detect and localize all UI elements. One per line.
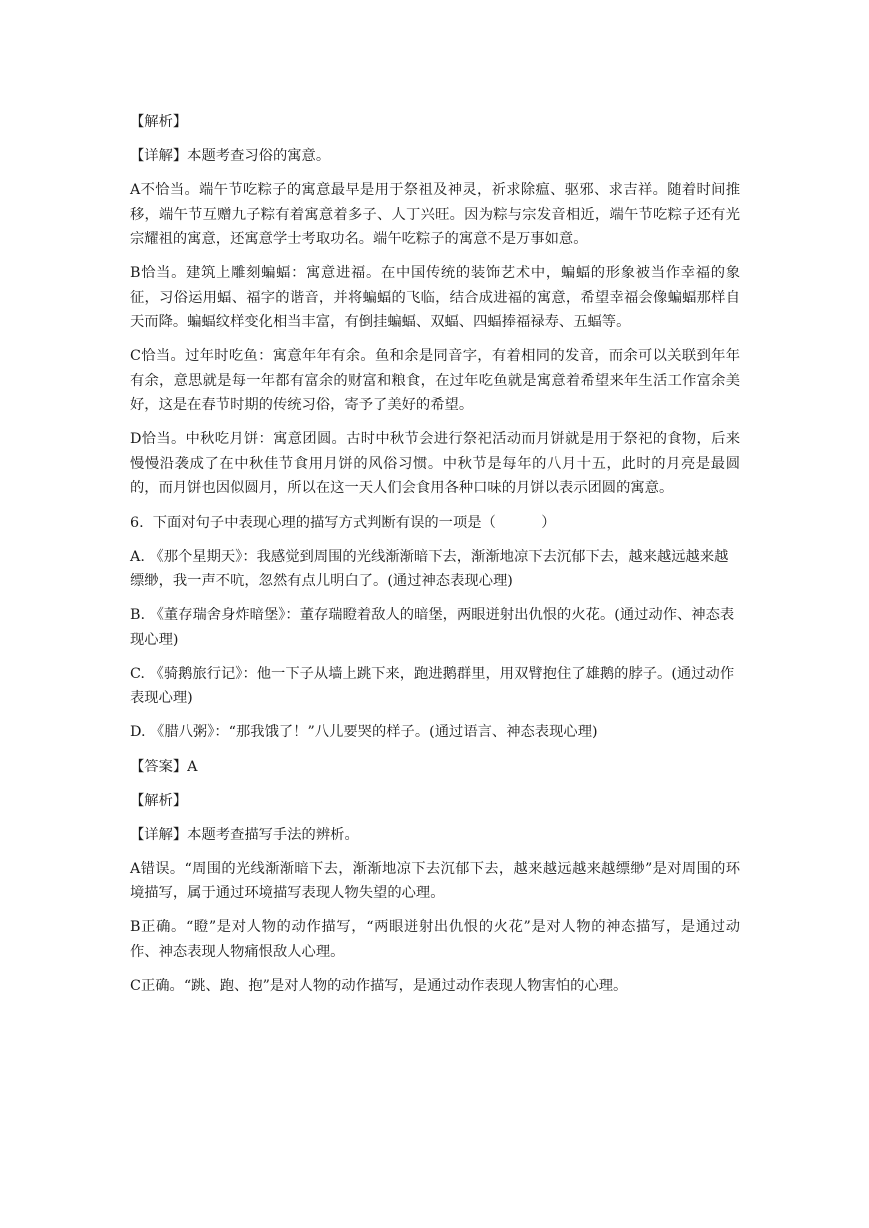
explanation-option-a: A不恰当。端午节吃粽子的寓意最早是用于祭祖及神灵，祈求除瘟、驱邪、求吉祥。随着时间推移，端午节互赠九子粽有着寓意着多子、人丁兴旺。因为粽与宗发音相近，端午节吃粽子还有光宗耀祖的寓意，还寓意学士考取功名。端午吃粽子的寓意不是万事如意。 (130, 182, 740, 248)
answer-line: 【答案】A (130, 758, 198, 775)
question-6-stem: 6. 下面对句子中表现心理的描写方式判断有误的一项是（ ） (130, 514, 556, 531)
detail-explanation-intro: 【详解】本题考查习俗的寓意。 (130, 148, 331, 165)
document-page (130, 110, 740, 1008)
question-6-option-a: A. 《那个星期天》：我感觉到周围的光线渐渐暗下去，渐渐地凉下去沉郁下去，越来越远越来越缥缈，我一声不吭，忽然有点儿明白了。(通过神态表现心理) (130, 548, 729, 590)
explanation-q6-a: A错误。“周围的光线渐渐暗下去，渐渐地凉下去沉郁下去，越来越远越来越缥缈”是对周围的环境描写，属于通过环境描写表现人物失望的心理。 (130, 860, 740, 902)
explanation-option-b: B恰当。建筑上雕刻蝙蝠：寓意进福。在中国传统的装饰艺术中，蝙蝠的形象被当作幸福的象征，习俗运用蝠、福字的谐音，并将蝙蝠的飞临，结合成进福的寓意，希望幸福会像蝙蝠那样自天而降。蝙蝠纹样变化相当丰富，有倒挂蝙蝠、双蝠、四蝠捧福禄寿、五蝠等。 (130, 265, 740, 331)
question-6-option-c: C. 《骑鹅旅行记》：他一下子从墙上跳下来，跑进鹅群里，用双臂抱住了雄鹅的脖子。(通过动作表现心理) (130, 665, 735, 707)
explanation-q6-c: C正确。“跳、跑、抱”是对人物的动作描写，是通过动作表现人物害怕的心理。 (130, 978, 628, 994)
explanation-q6-b: B正确。“瞪”是对人物的动作描写，“两眼迸射出仇恨的火花”是对人物的神态描写，是通过动作、神态表现人物痛恨敌人心理。 (130, 919, 740, 960)
question-6-option-b: B. 《董存瑞舍身炸暗堡》：董存瑞瞪着敌人的暗堡，两眼迸射出仇恨的火花。(通过动作、神态表现心理) (130, 607, 735, 648)
detail-explanation-intro-2: 【详解】本题考查描写手法的辨析。 (130, 826, 359, 843)
explanation-option-c: C恰当。过年时吃鱼：寓意年年有余。鱼和余是同音字，有着相同的发音，而余可以关联到年年有余，意思就是每一年都有富余的财富和粮食，在过年吃鱼就是寓意着希望来年生活工作富余美好，这是在春节时期的传统习俗，寄予了美好的希望。 (130, 348, 740, 414)
analysis-heading: 【解析】 (130, 114, 188, 130)
analysis-heading-2: 【解析】 (130, 792, 188, 809)
explanation-option-d: D恰当。中秋吃月饼：寓意团圆。古时中秋节会进行祭祀活动而月饼就是用于祭祀的食物，后来慢慢沿袭成了在中秋佳节食用月饼的风俗习惯。中秋节是每年的八月十五，此时的月亮是最圆的，而月饼也因似圆月，所以在这一天人们会食用各种口味的月饼以表示团圆的寓意。 (130, 431, 740, 497)
question-6-option-d: D. 《腊八粥》：“那我饿了！”八儿要哭的样子。(通过语言、神态表现心理) (130, 724, 598, 741)
